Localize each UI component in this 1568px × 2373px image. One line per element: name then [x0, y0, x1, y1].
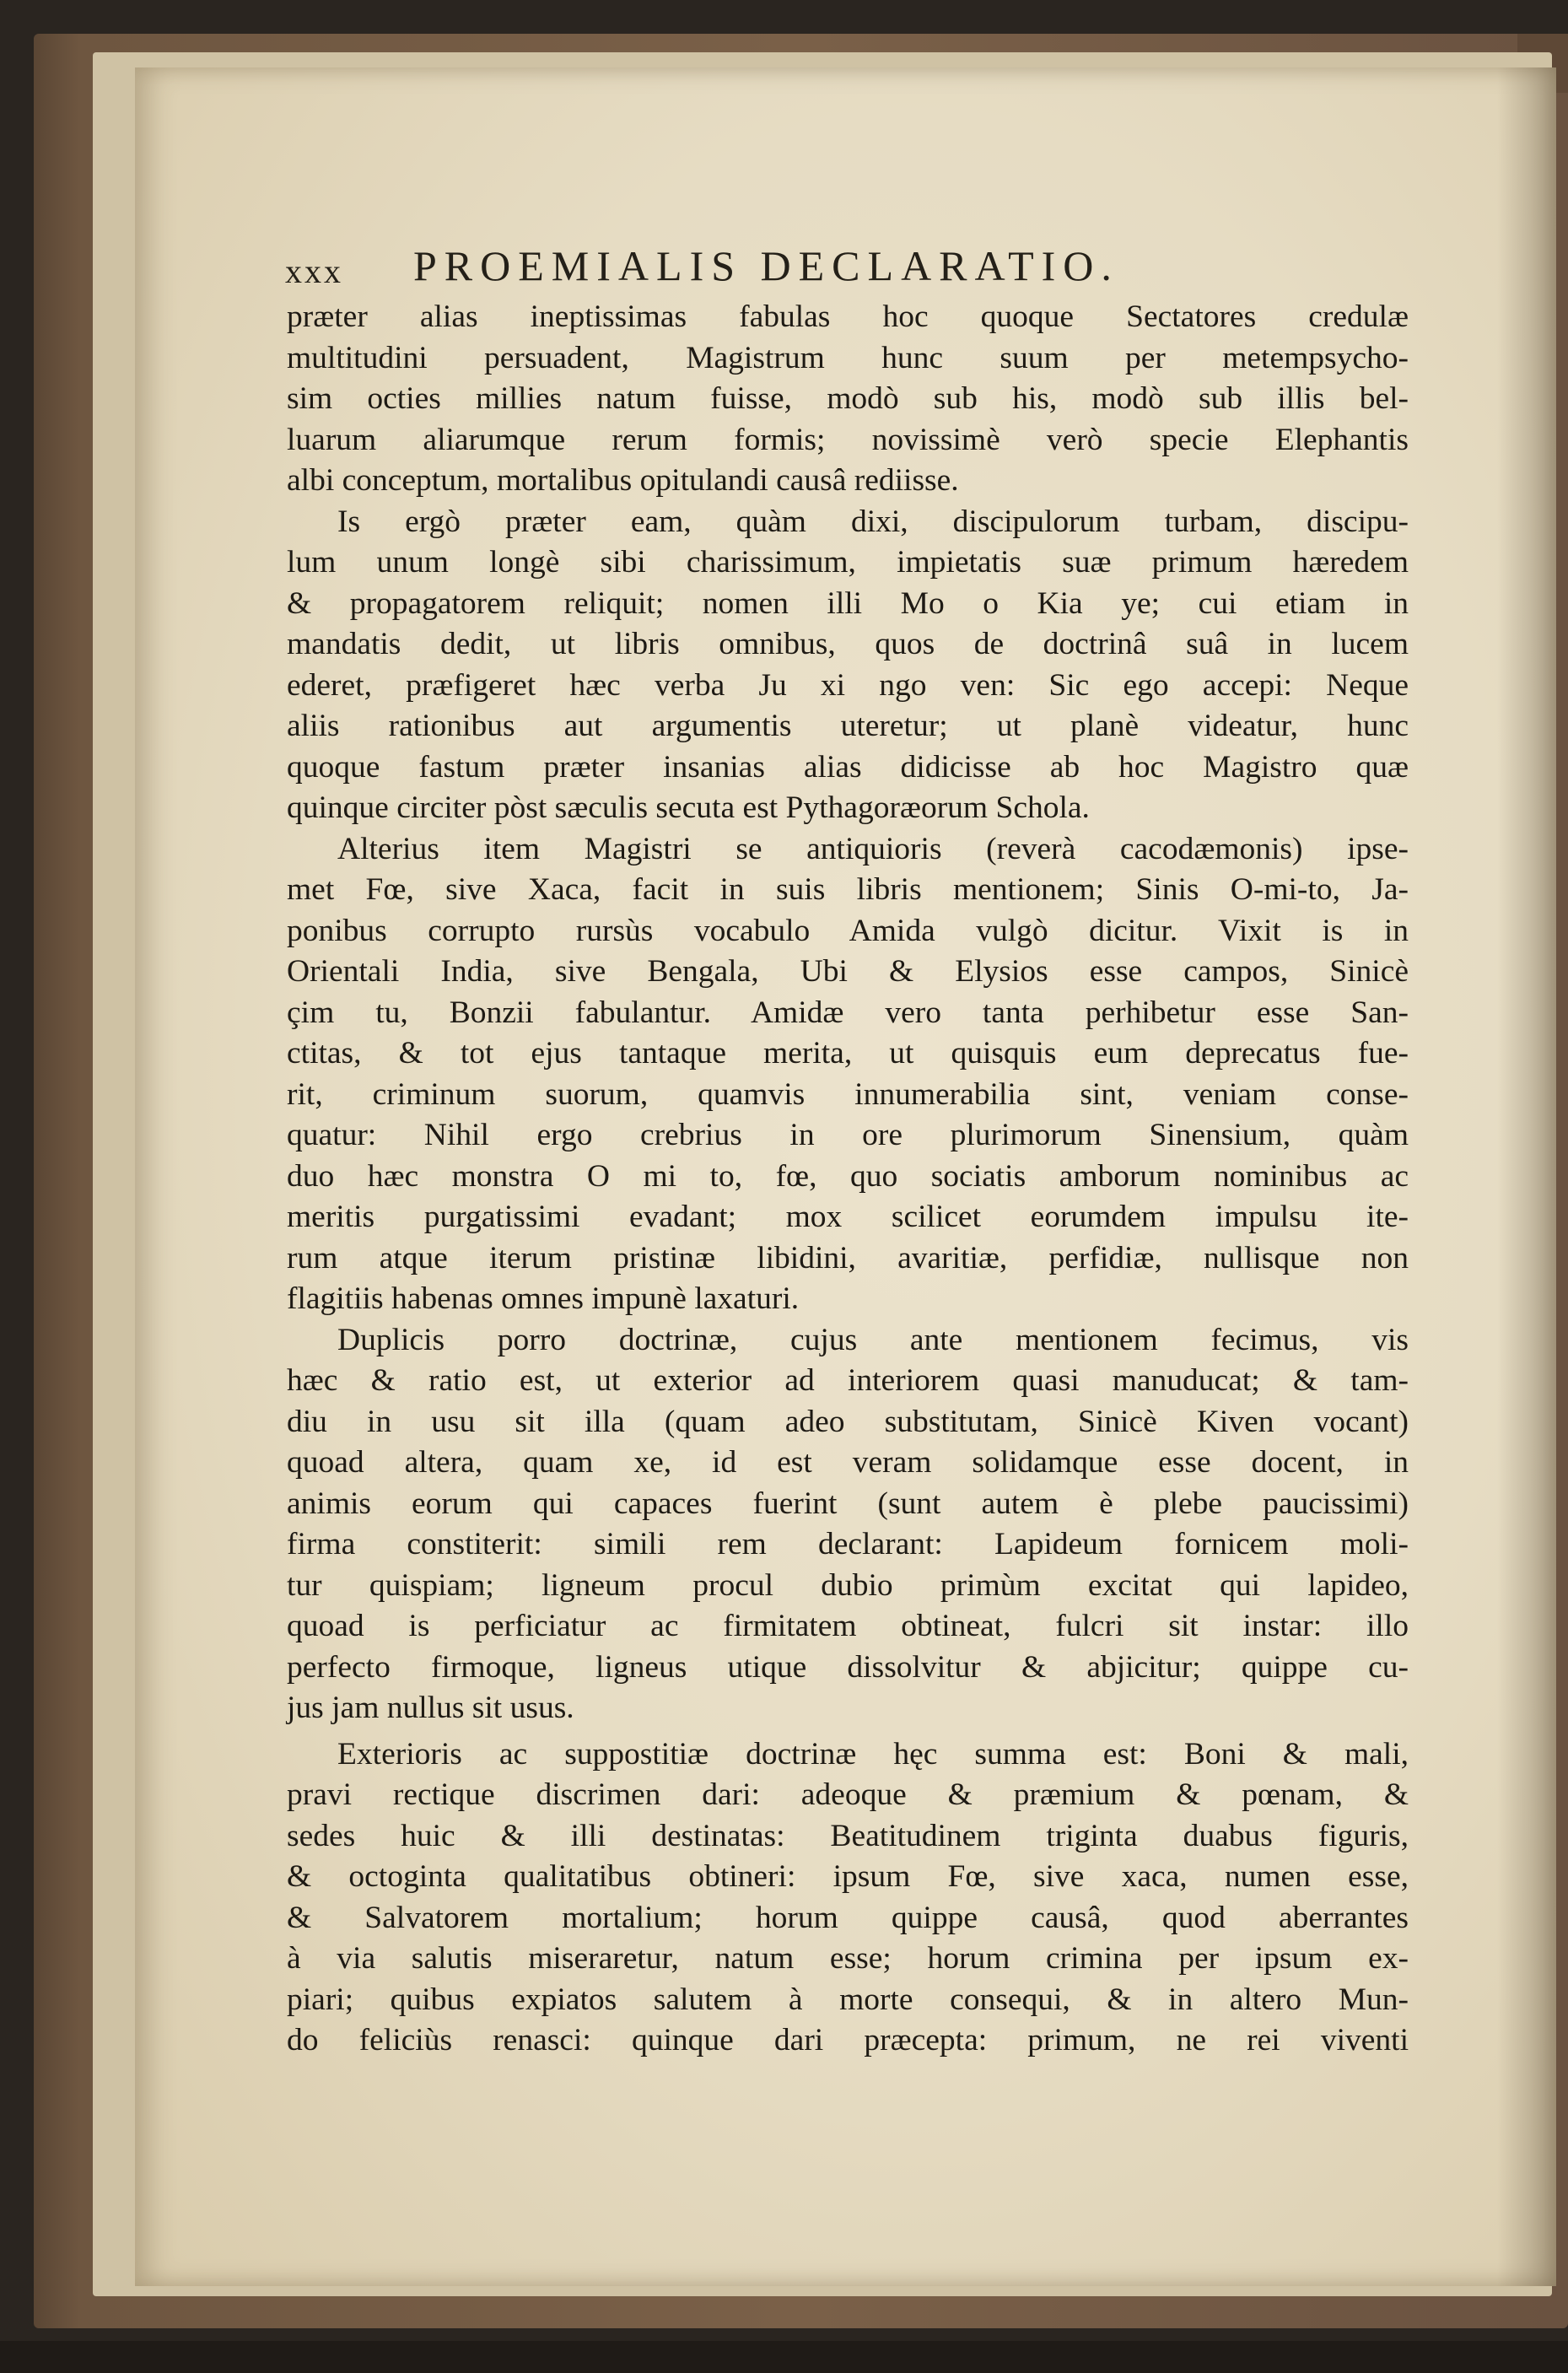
text-line: flagitiis habenas omnes impunè laxaturi.	[287, 1281, 800, 1316]
page-gutter-shadow	[1497, 67, 1556, 2286]
text-line: præter alias ineptissimas fabulas hoc quoque Sectatores credulæ	[287, 299, 1409, 334]
text-line: Exterioris ac suppostitiæ doctrinæ hęc summa est: Boni & mali,	[337, 1736, 1409, 1772]
text-line: çim tu, Bonzii fabulantur. Amidæ vero tanta perhibetur esse San-	[287, 995, 1409, 1030]
text-line: ctitas, & tot ejus tantaque merita, ut quisquis eum deprecatus fue-	[287, 1036, 1409, 1071]
body-text	[287, 297, 1409, 2062]
text-line: quatur: Nihil ergo crebrius in ore plurimorum Sinensium, quàm	[287, 1118, 1409, 1152]
text-line: piari; quibus expiatos salutem à morte consequi, & in altero Mun-	[287, 1982, 1409, 2017]
text-line: Is ergò præter eam, quàm dixi, discipulorum turbam, discipu-	[337, 504, 1409, 539]
text-line: Orientali India, sive Bengala, Ubi & Elysios esse campos, Sinicè	[287, 954, 1409, 989]
text-line: tur quispiam; ligneum procul dubio primùm excitat qui lapideo,	[287, 1567, 1409, 1603]
text-line: Alterius item Magistri se antiquioris (reverà cacodæmonis) ipse-	[337, 831, 1409, 866]
scan-border	[0, 2341, 1568, 2373]
text-line: aliis rationibus aut argumentis uteretur; ut planè videatur, hunc	[287, 709, 1409, 743]
text-line: mandatis dedit, ut libris omnibus, quos de doctrinâ suâ in lucem	[287, 627, 1409, 661]
text-line: à via salutis miseraretur, natum esse; horum crimina per ipsum ex-	[287, 1941, 1409, 1976]
text-line: rum atque iterum pristinæ libidini, avaritiæ, perfidiæ, nullisque non	[287, 1240, 1409, 1275]
text-line: quoque fastum præter insanias alias didicisse ab hoc Magistro quæ	[287, 749, 1409, 785]
text-line: sim octies millies natum fuisse, modò sub his, modò sub illis bel-	[287, 381, 1409, 416]
page-number: xxx	[285, 252, 343, 290]
text-line: quoad is perficiatur ac firmitatem obtineat, fulcri sit instar: illo	[287, 1609, 1409, 1643]
text-line: sedes huic & illi destinatas: Beatitudinem triginta duabus figuris,	[287, 1818, 1409, 1853]
running-head	[285, 241, 1280, 292]
text-line: ponibus corrupto rursùs vocabulo Amida vulgò dicitur. Vixit is in	[287, 913, 1409, 948]
text-line: quoad altera, quam xe, id est veram solidamque esse docent, in	[287, 1445, 1409, 1480]
text-line: multitudini persuadent, Magistrum hunc suum per metempsycho-	[287, 340, 1409, 375]
text-line: perfecto firmoque, ligneus utique dissolvitur & abjicitur; quippe cu-	[287, 1649, 1409, 1685]
page-title: PROEMIALIS DECLARATIO.	[413, 242, 1119, 289]
text-line: meritis purgatissimi evadant; mox scilicet eorumdem impulsu ite-	[287, 1200, 1409, 1234]
text-line: Duplicis porro doctrinæ, cujus ante mentionem fecimus, vis	[337, 1322, 1409, 1357]
text-line: hæc & ratio est, ut exterior ad interiorem quasi manuducat; & tam-	[287, 1363, 1409, 1398]
text-line: luarum aliarumque rerum formis; novissimè verò specie Elephantis	[287, 422, 1409, 457]
text-line: ederet, præfigeret hæc verba Ju xi ngo ven: Sic ego accepi: Neque	[287, 667, 1409, 703]
text-line: & octoginta qualitatibus obtineri: ipsum Fœ, sive xaca, numen esse,	[287, 1859, 1409, 1894]
text-line: met Fœ, sive Xaca, facit in suis libris mentionem; Sinis O-mi-to, Ja-	[287, 872, 1409, 907]
text-line: animis eorum qui capaces fuerint (sunt autem è plebe paucissimi)	[287, 1486, 1409, 1521]
text-line: pravi rectique discrimen dari: adeoque & præmium & pœnam, &	[287, 1777, 1409, 1812]
text-line: quinque circiter pòst sæculis secuta est Pythagoræorum Schola.	[287, 790, 1090, 825]
text-line: firma constiterit: simili rem declarant: Lapideum fornicem moli-	[287, 1527, 1409, 1561]
text-line: lum unum longè sibi charissimum, impietatis suæ primum hæredem	[287, 545, 1409, 580]
text-line: do feliciùs renasci: quinque dari præcepta: primum, ne rei viventi	[287, 2023, 1409, 2057]
text-line: rit, criminum suorum, quamvis innumerabilia sint, veniam conse-	[287, 1076, 1409, 1112]
text-line: jus jam nullus sit usus.	[287, 1691, 574, 1725]
text-line: & Salvatorem mortalium; horum quippe causâ, quod aberrantes	[287, 1900, 1409, 1935]
text-line: & propagatorem reliquit; nomen illi Mo o Kia ye; cui etiam in	[287, 585, 1409, 621]
text-line: albi conceptum, mortalibus opitulandi causâ rediisse.	[287, 463, 959, 498]
text-line: diu in usu sit illa (quam adeo substitutam, Sinicè Kiven vocant)	[287, 1404, 1409, 1439]
text-line: duo hæc monstra O mi to, fœ, quo sociatis amborum nominibus ac	[287, 1158, 1409, 1194]
